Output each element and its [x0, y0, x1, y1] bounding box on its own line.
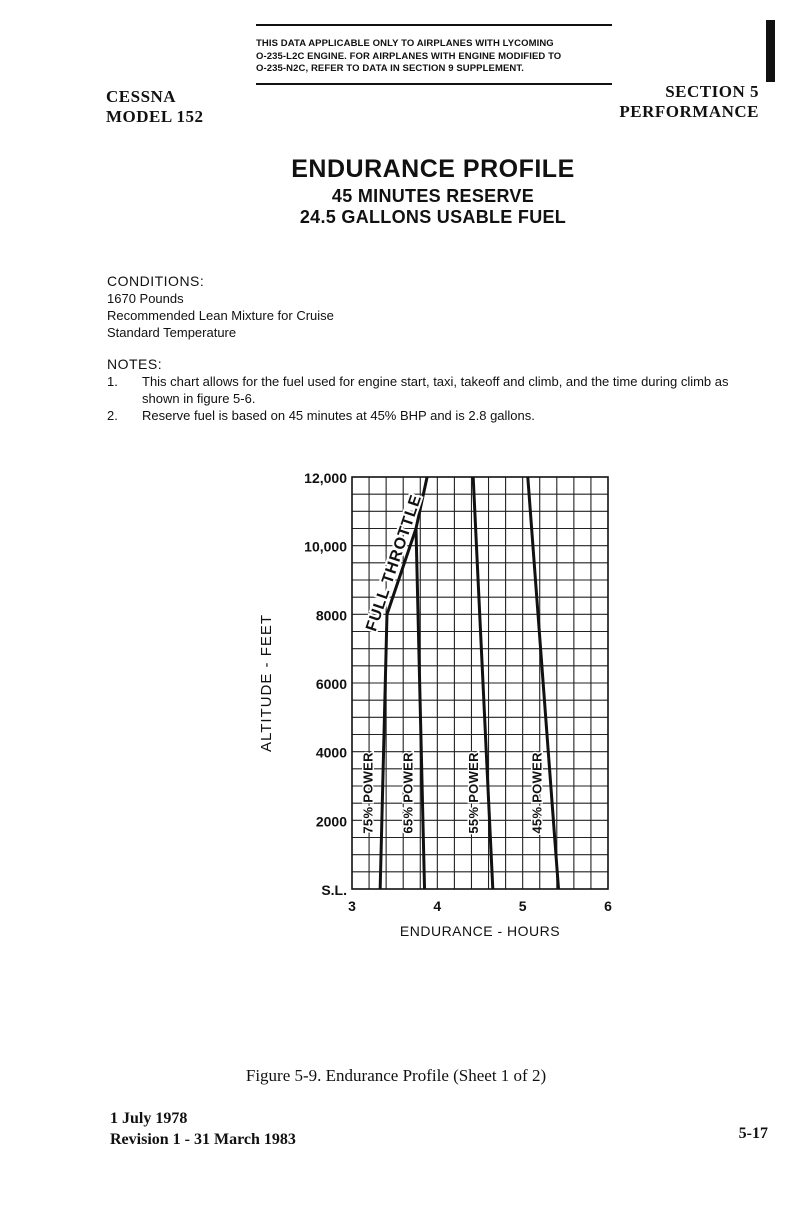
y-tick-label: 10,000 — [304, 538, 347, 555]
title-reserve: 45 MINUTES RESERVE — [331, 186, 535, 206]
condition-item: Standard Temperature — [107, 325, 237, 340]
y-tick-label: 4000 — [315, 744, 347, 761]
title-fuel: 24.5 GALLONS USABLE FUEL — [299, 207, 567, 227]
footer-date: 1 July 1978 — [110, 1110, 188, 1127]
applicability-line-2: O-235-L2C ENGINE. FOR AIRPLANES WITH ENGINE MODIFIED TO — [256, 50, 562, 62]
y-tick-label: 2000 — [315, 813, 347, 830]
x-tick-label: 3 — [348, 898, 356, 914]
aircraft-make: CESSNA — [106, 87, 177, 106]
series-label-75-power: 75% POWER — [360, 752, 376, 834]
x-tick-label: 4 — [433, 898, 442, 914]
page-number: 5-17 — [738, 1125, 768, 1142]
series-label-65-power: 65% POWER — [400, 752, 416, 834]
y-axis-title: ALTITUDE - FEET — [258, 613, 275, 753]
x-axis-title: ENDURANCE - HOURS — [399, 923, 561, 939]
y-tick-label: 6000 — [315, 676, 347, 692]
notes-heading: NOTES: — [107, 356, 163, 372]
x-tick-label: 5 — [518, 898, 527, 914]
y-tick-label: 12,000 — [304, 470, 347, 486]
note-number: 2. — [107, 408, 118, 423]
series-label-55-power: 55% POWER — [466, 752, 482, 834]
section-name: PERFORMANCE — [619, 102, 759, 121]
page-title: ENDURANCE PROFILE — [291, 155, 575, 183]
y-tick-label: S.L. — [321, 882, 347, 898]
series-label-full-throttle: FULL THROTTLE — [363, 492, 426, 634]
note-text: Reserve fuel is based on 45 minutes at 45% BHP and is 2.8 gallons. — [142, 408, 535, 423]
applicability-line-1: THIS DATA APPLICABLE ONLY TO AIRPLANES WITH LYCOMING — [256, 38, 554, 49]
figure-caption: Figure 5-9. Endurance Profile (Sheet 1 of 2) — [245, 1066, 547, 1085]
series-label-45-power: 45% POWER — [529, 752, 545, 834]
condition-item: Recommended Lean Mixture for Cruise — [107, 308, 334, 323]
footer-revision: Revision 1 - 31 March 1983 — [110, 1131, 296, 1148]
x-tick-label: 6 — [604, 898, 612, 914]
note-text: This chart allows for the fuel used for engine start, taxi, takeoff and climb, and the time during climb as shown in figure 5-6. — [142, 374, 729, 406]
applicability-line-3: O-235-N2C, REFER TO DATA IN SECTION 9 SUPPLEMENT. — [256, 63, 524, 74]
y-tick-label: 8000 — [315, 607, 347, 624]
condition-item: 1670 Pounds — [107, 291, 184, 306]
footer-left — [110, 1108, 296, 1150]
conditions-heading: CONDITIONS: — [107, 273, 205, 289]
aircraft-model: MODEL 152 — [106, 107, 204, 126]
note-number: 1. — [107, 374, 118, 389]
section-number: SECTION 5 — [665, 82, 759, 101]
